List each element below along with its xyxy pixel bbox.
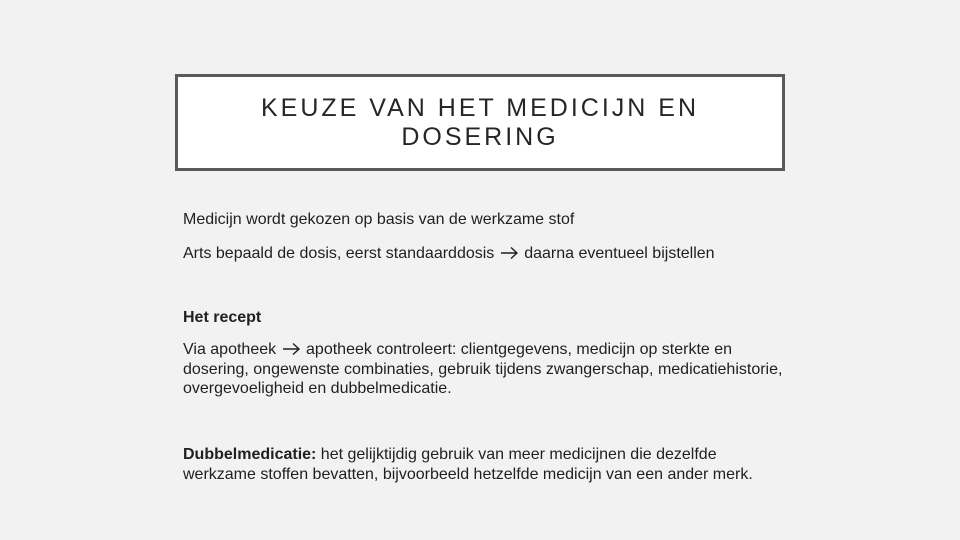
dosis-text-after: daarna eventueel bijstellen xyxy=(524,245,715,262)
slide-title: KEUZE VAN HET MEDICIJN EN DOSERING xyxy=(260,93,699,151)
heading-het-recept: Het recept xyxy=(183,309,262,326)
apotheek-text-after: apotheek controleert: clientgegevens, medicijn op sterkte en dosering, ongewenste combinaties, gebruik tijdens zwangerschap, medicatiehistorie, overgevoeligheid en dubbelmedicatie. xyxy=(183,341,783,397)
dosis-text-before: Arts bepaald de dosis, eerst standaarddosis xyxy=(183,245,495,262)
paragraph-werkzame-stof: Medicijn wordt gekozen op basis van de werkzame stof xyxy=(183,211,575,228)
apotheek-text-before: Via apotheek xyxy=(183,341,277,358)
paragraph-dubbelmedicatie xyxy=(183,445,783,484)
paragraph-dosis xyxy=(183,244,783,264)
title-box xyxy=(175,74,785,171)
dubbelmedicatie-term: Dubbelmedicatie: xyxy=(183,446,317,463)
dubbelmedicatie-definition: het gelijktijdig gebruik van meer medicijnen die dezelfde werkzame stoffen bevatten, bijvoorbeeld hetzelfde medicijn van een ander merk. xyxy=(183,446,753,483)
paragraph-apotheek xyxy=(183,340,783,399)
right-arrow-icon xyxy=(500,246,519,260)
right-arrow-icon xyxy=(282,342,301,356)
